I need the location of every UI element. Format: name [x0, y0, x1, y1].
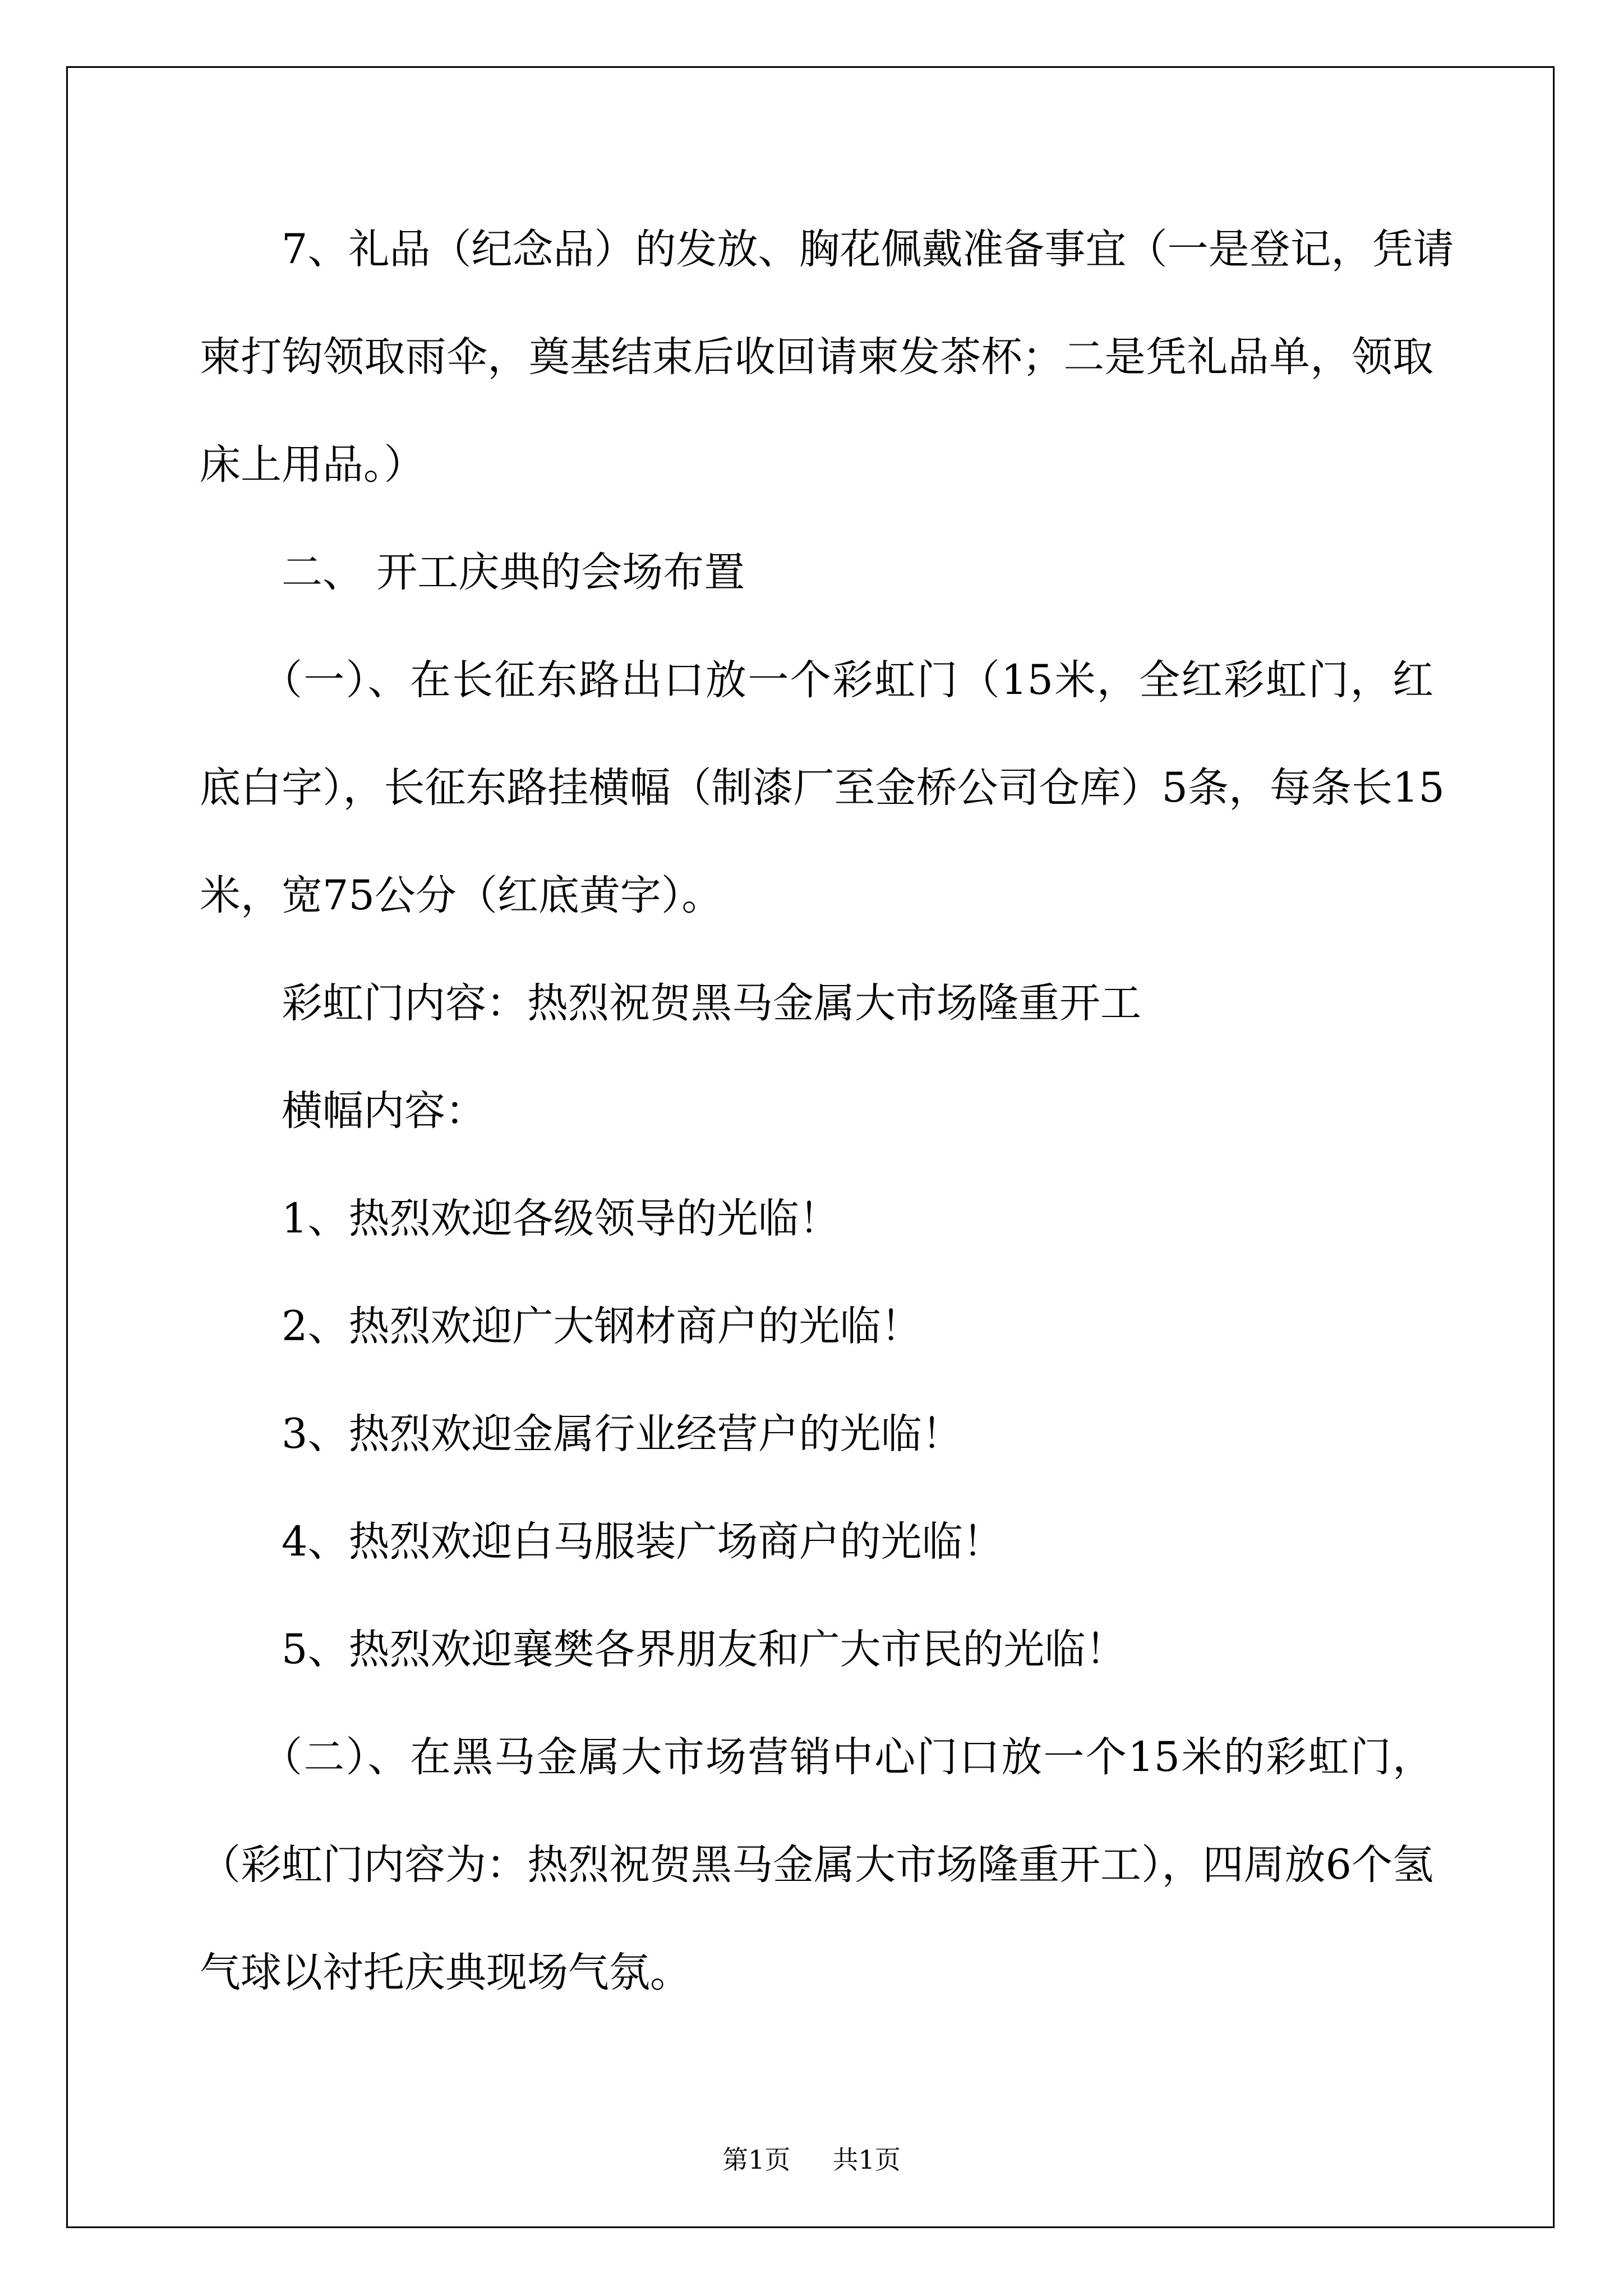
banner-item-5: 5、热烈欢迎襄樊各界朋友和广大市民的光临！: [282, 1626, 1127, 1673]
banner-item-1: 1、热烈欢迎各级领导的光临！: [282, 1195, 840, 1243]
paragraph-3-line-3: 米，宽75公分（红底黄字）。: [200, 872, 723, 919]
banner-content-heading: 横幅内容：: [282, 1087, 486, 1135]
page-border: [66, 66, 1555, 2228]
paragraph-11-line-2: （彩虹门内容为：热烈祝贺黑马金属大市场隆重开工），四周放6个氢: [200, 1841, 1433, 1889]
rainbow-gate-content: 彩虹门内容：热烈祝贺黑马金属大市场隆重开工: [282, 979, 1141, 1027]
banner-item-4: 4、热烈欢迎白马服装广场商户的光临！: [282, 1518, 1004, 1566]
paragraph-3-line-2: 底白字），长征东路挂横幅（制漆厂至金桥公司仓库）5条，每条长15: [200, 764, 1445, 812]
banner-item-2: 2、热烈欢迎广大钢材商户的光临！: [282, 1303, 922, 1350]
page-number-current: 第1页: [722, 2145, 791, 2175]
page-number-total: 共1页: [832, 2145, 901, 2175]
page-footer: [0, 2139, 1623, 2177]
section-heading-2: 二、 开工庆典的会场布置: [282, 549, 745, 596]
paragraph-1-line-3: 床上用品。）: [200, 441, 425, 489]
paragraph-1-line-2: 柬打钩领取雨伞，奠基结束后收回请柬发茶杯；二是凭礼品单，领取: [200, 333, 1433, 381]
paragraph-11-line-3: 气球以衬托庆典现场气氛。: [200, 1949, 691, 1996]
banner-item-3: 3、热烈欢迎金属行业经营户的光临！: [282, 1410, 963, 1458]
paragraph-1-line-1: 7、礼品（纪念品）的发放、胸花佩戴准备事宜（一是登记，凭请: [282, 226, 1454, 273]
paragraph-3-line-1: （一）、在长征东路出口放一个彩虹门（15米，全红彩虹门，红: [261, 656, 1433, 704]
paragraph-11-line-1: （二）、在黑马金属大市场营销中心门口放一个15米的彩虹门，: [261, 1733, 1433, 1781]
